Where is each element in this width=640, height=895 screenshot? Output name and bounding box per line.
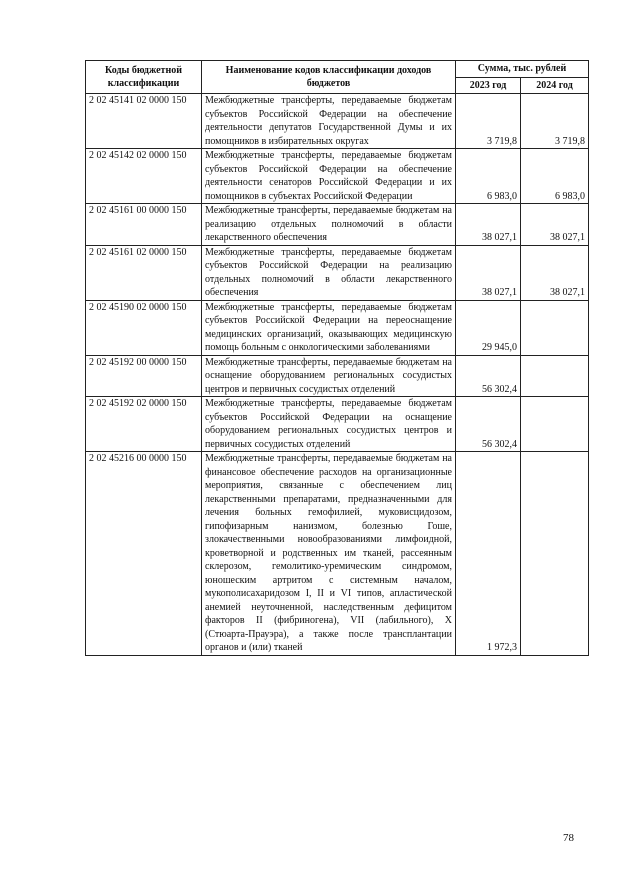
table-row [86, 149, 589, 204]
row-name: Межбюджетные трансферты, передаваемые бюджетам субъектов Российской Федерации на реализацию отдельных полномочий в области лекарственного обеспечения [202, 245, 456, 300]
row-value-2024 [521, 397, 589, 452]
table-row [86, 355, 589, 397]
row-value-2024 [521, 355, 589, 397]
table-row [86, 397, 589, 452]
row-value-2024: 38 027,1 [521, 245, 589, 300]
row-value-2024 [521, 300, 589, 355]
row-name: Межбюджетные трансферты, передаваемые бюджетам субъектов Российской Федерации на обеспечение деятельности депутатов Государственной Думы и их помощников в избирательных округах [202, 94, 456, 149]
row-code: 2 02 45192 02 0000 150 [86, 397, 202, 452]
table-row [86, 245, 589, 300]
row-value-2024: 38 027,1 [521, 204, 589, 246]
row-name: Межбюджетные трансферты, передаваемые бюджетам на реализацию отдельных полномочий в области лекарственного обеспечения [202, 204, 456, 246]
row-name: Межбюджетные трансферты, передаваемые бюджетам на оснащение оборудованием региональных сосудистых центров и первичных сосудистых отделений [202, 355, 456, 397]
row-value-2024: 6 983,0 [521, 149, 589, 204]
table-row [86, 300, 589, 355]
row-code: 2 02 45192 00 0000 150 [86, 355, 202, 397]
table-row [86, 204, 589, 246]
header-sum: Сумма, тыс. рублей [456, 61, 589, 78]
row-code: 2 02 45161 02 0000 150 [86, 245, 202, 300]
table-header [86, 61, 589, 94]
row-value-2023: 56 302,4 [456, 355, 521, 397]
table-row [86, 94, 589, 149]
header-code: Коды бюджетной классификации [86, 61, 202, 94]
table-body [86, 94, 589, 656]
row-code: 2 02 45190 02 0000 150 [86, 300, 202, 355]
header-year-2024: 2024 год [521, 77, 589, 94]
row-name: Межбюджетные трансферты, передаваемые бюджетам субъектов Российской Федерации на переоснащение медицинских организаций, оказывающих медицинскую помощь больным с онкологическими заболеваниями [202, 300, 456, 355]
header-name: Наименование кодов классификации доходов бюджетов [202, 61, 456, 94]
row-code: 2 02 45161 00 0000 150 [86, 204, 202, 246]
row-code: 2 02 45142 02 0000 150 [86, 149, 202, 204]
header-year-2023: 2023 год [456, 77, 521, 94]
row-name: Межбюджетные трансферты, передаваемые бюджетам субъектов Российской Федерации на обеспечение деятельности сенаторов Российской Федерации и их помощников в субъектах Российской Федерации [202, 149, 456, 204]
row-code: 2 02 45141 02 0000 150 [86, 94, 202, 149]
row-name: Межбюджетные трансферты, передаваемые бюджетам на финансовое обеспечение расходов на организационные мероприятия, связанные с обеспечением лиц лекарственными препаратами, предназначенными для лечения больных гемофилией, муковисцидозом, гипофизарным нанизмом, болезнью Гоше, злокачественными новообразованиями лимфоидной, кроветворной и родственных им тканей, рассеянным склерозом, гемолитико-уремическим синдромом, юношеским артритом с системным началом, мукополисахаридозом I, II и VI типов, апластической анемией неуточненной, наследственным дефицитом факторов II (фибриногена), VII (лабильного), X (Стюарта-Прауэра), а также после трансплантации органов и (или) тканей [202, 452, 456, 656]
row-code: 2 02 45216 00 0000 150 [86, 452, 202, 656]
row-value-2024 [521, 452, 589, 656]
row-value-2024: 3 719,8 [521, 94, 589, 149]
row-value-2023: 38 027,1 [456, 204, 521, 246]
row-value-2023: 1 972,3 [456, 452, 521, 656]
table-row [86, 452, 589, 656]
row-value-2023: 56 302,4 [456, 397, 521, 452]
budget-revenue-table [85, 60, 589, 656]
row-value-2023: 38 027,1 [456, 245, 521, 300]
row-value-2023: 3 719,8 [456, 94, 521, 149]
row-name: Межбюджетные трансферты, передаваемые бюджетам субъектов Российской Федерации на оснащение оборудованием региональных сосудистых центров и первичных сосудистых отделений [202, 397, 456, 452]
page-number: 78 [563, 832, 574, 844]
row-value-2023: 29 945,0 [456, 300, 521, 355]
row-value-2023: 6 983,0 [456, 149, 521, 204]
